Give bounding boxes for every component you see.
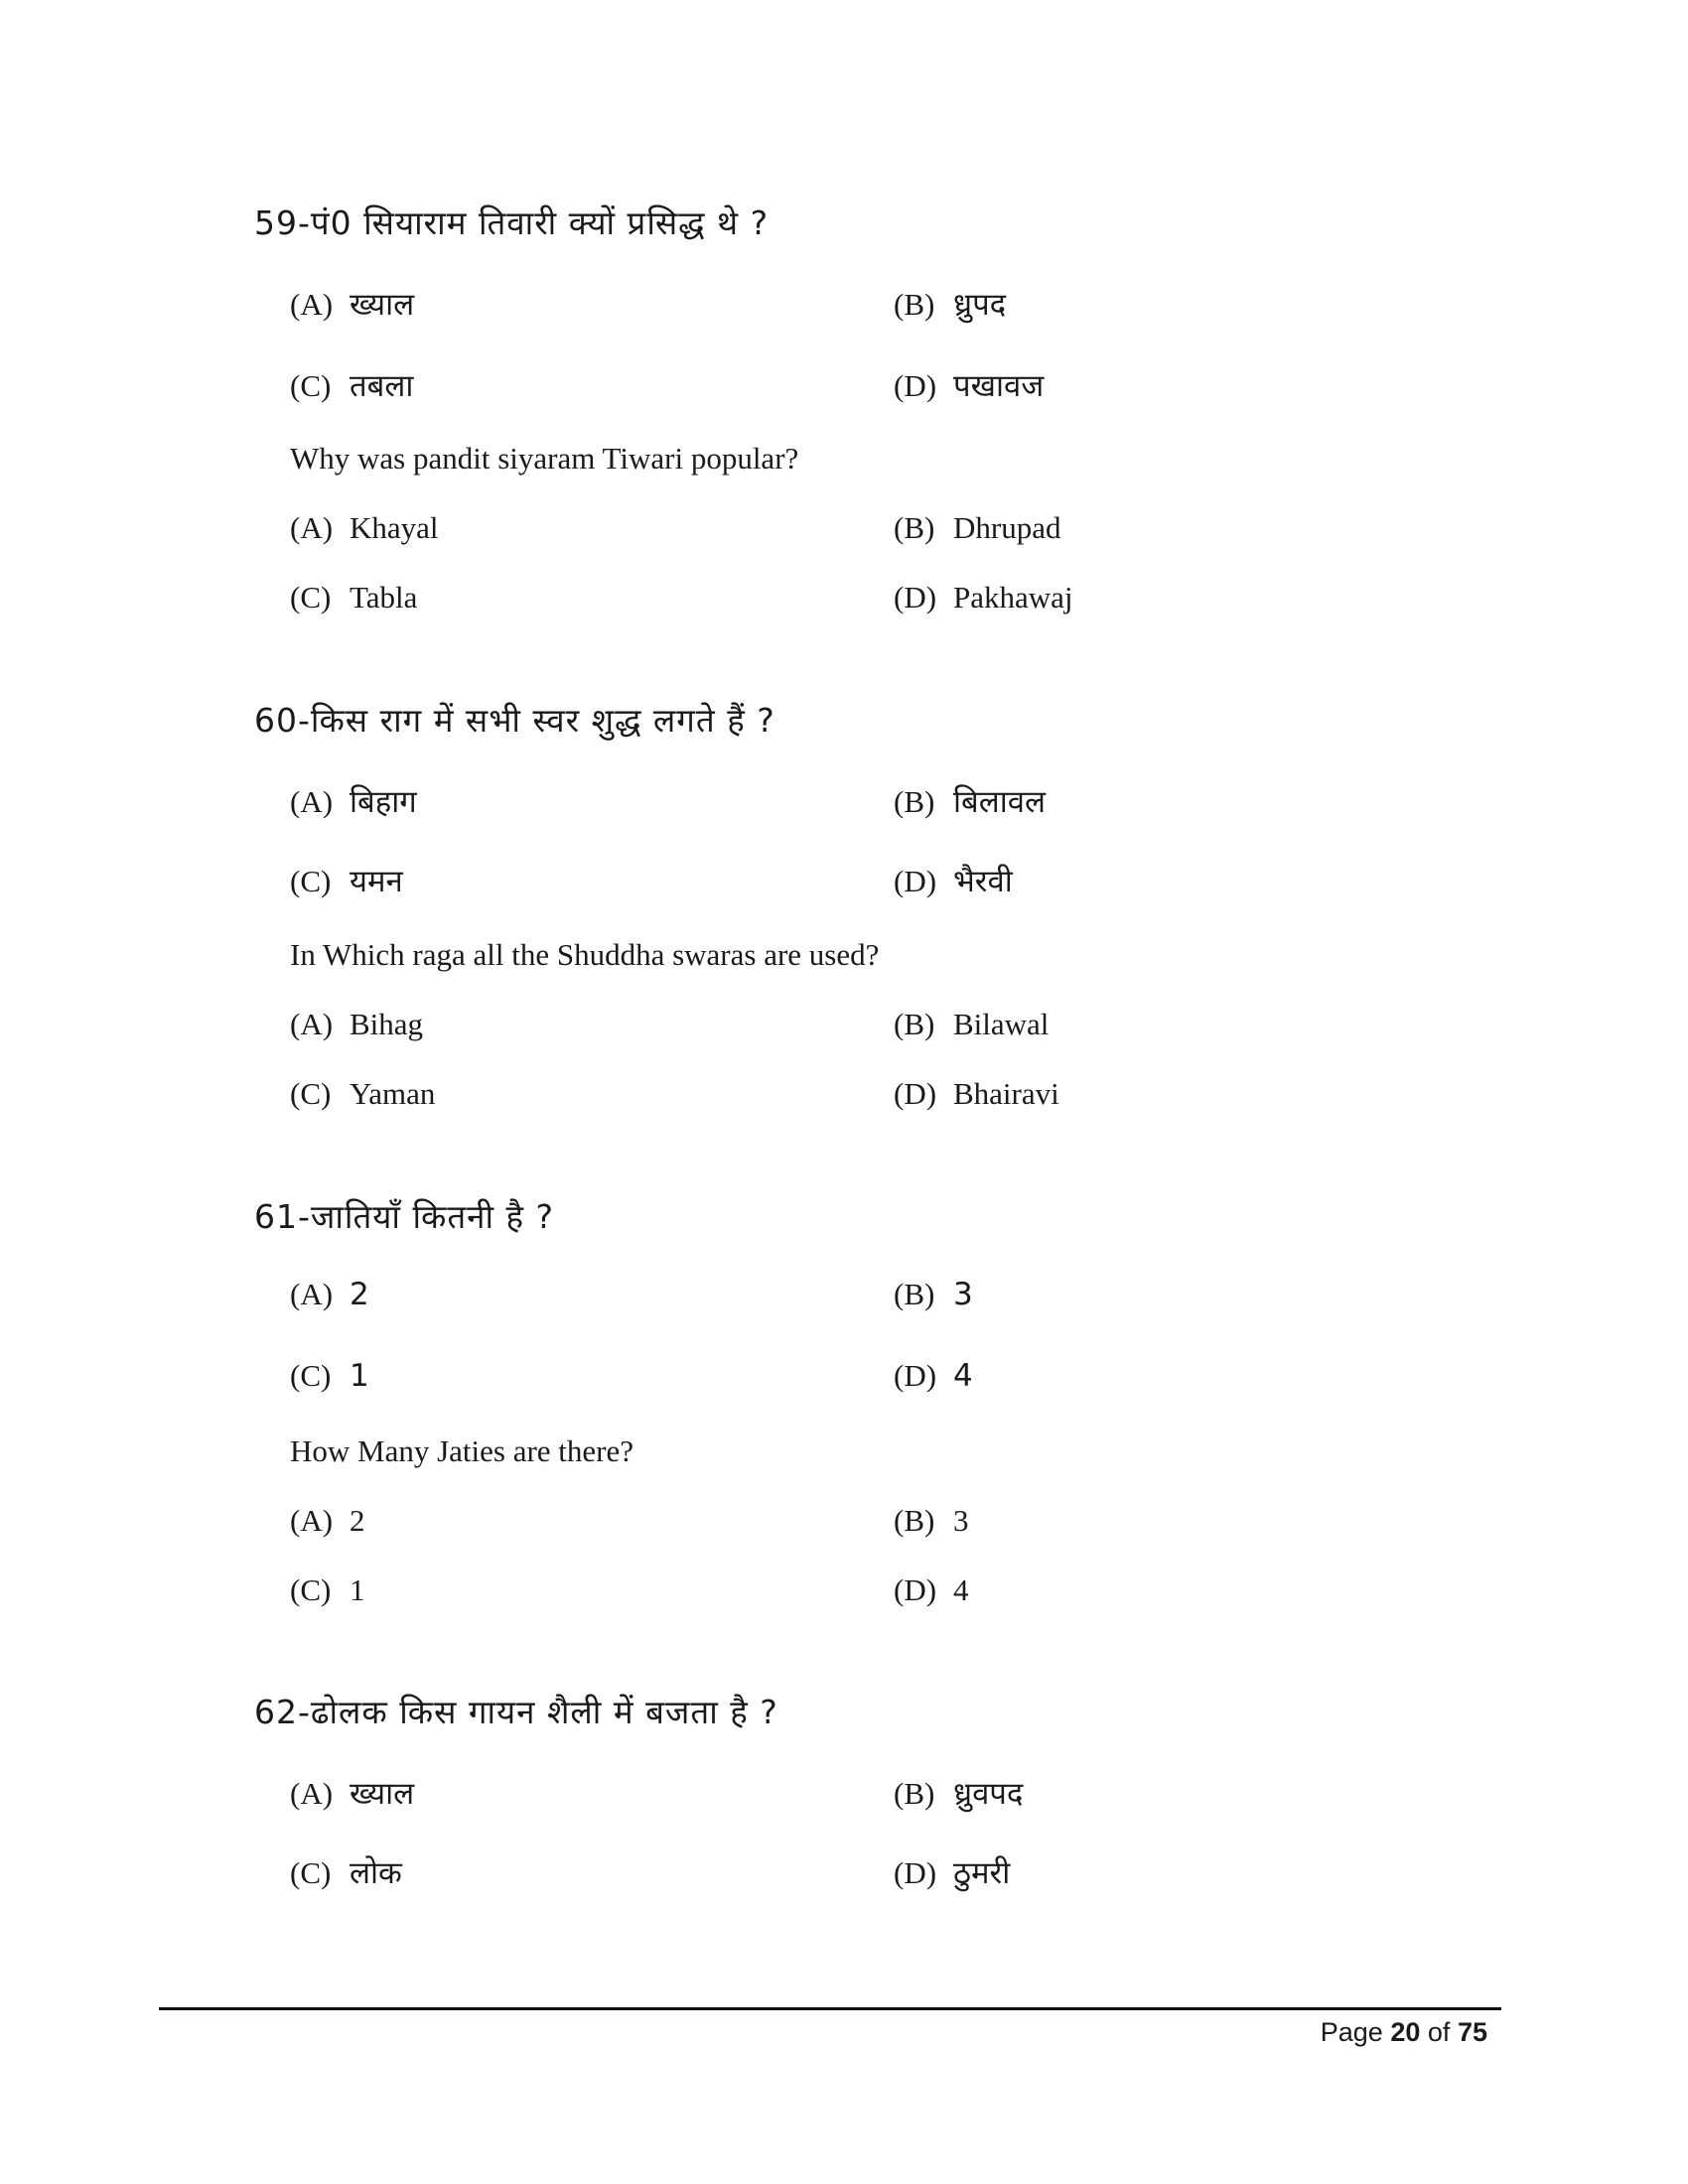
option-text: Bihag [350,1007,424,1041]
question-61-english-option-d [894,1572,969,1608]
question-59-english-option-a [290,510,439,546]
question-62-hindi-option-c [290,1851,402,1893]
option-text: ख्याल [350,1776,415,1812]
option-label: (D) [894,368,937,403]
option-text: 3 [953,1503,969,1538]
question-60-hindi-option-c [290,860,403,901]
option-text: 3 [953,1277,973,1312]
option-label: (A) [290,1503,334,1538]
option-text: बिलावल [953,784,1047,820]
option-text: भैरवी [953,864,1013,899]
option-label: (A) [290,1776,334,1811]
question-60-english-option-d [894,1076,1059,1112]
option-label: (D) [894,1572,937,1607]
option-label: (A) [290,784,334,819]
question-60-english-option-b [894,1007,1049,1042]
question-59-english-option-d [894,580,1073,615]
question-61-english-option-a [290,1503,365,1539]
question-60-hindi-option-b [894,780,1046,822]
option-text: 1 [350,1358,369,1394]
question-61-hindi-option-d [894,1358,973,1394]
question-59-hindi-option-a [290,283,414,325]
option-text: Yaman [350,1076,436,1111]
option-text: 1 [350,1572,365,1607]
question-61-hindi-option-b [894,1277,973,1312]
option-text: लोक [350,1855,402,1891]
option-label: (C) [290,1358,332,1393]
question-61-english-option-c [290,1572,365,1608]
option-text: 4 [953,1572,969,1607]
option-label: (A) [290,1007,334,1041]
question-62-hindi-option-b [894,1772,1023,1814]
option-label: (B) [894,510,935,545]
page-footer [1321,2017,1487,2048]
question-61-english-stem: How Many Jaties are there? [290,1433,634,1468]
option-label: (B) [894,1503,935,1538]
option-label: (B) [894,1277,935,1311]
option-text: Dhrupad [953,510,1061,545]
option-label: (A) [290,1277,334,1311]
question-60-english-option-a [290,1007,423,1042]
question-59-hindi-stem: 59-पं0 सियाराम तिवारी क्यों प्रसिद्ध थे ? [254,204,770,242]
question-60-english-option-c [290,1076,435,1112]
option-text: बिहाग [350,784,417,820]
page-word: Page [1320,2017,1383,2047]
footer-divider [159,2007,1501,2010]
total-pages-number: 75 [1457,2017,1487,2047]
question-62-hindi-stem: 62-ढोलक किस गायन शैली में बजता है ? [254,1693,778,1731]
option-text: Bhairavi [953,1076,1059,1111]
question-61-hindi-stem: 61-जातियाँ कितनी है ? [254,1197,555,1236]
question-60-hindi-option-a [290,780,417,822]
option-text: तबला [350,368,414,404]
question-61-english-option-b [894,1503,969,1539]
option-label: (D) [894,1076,937,1111]
option-label: (C) [290,1076,332,1111]
option-label: (C) [290,864,332,898]
current-page-number: 20 [1390,2017,1421,2047]
question-62-hindi-option-a [290,1772,414,1814]
option-label: (B) [894,1776,935,1811]
of-word: of [1427,2017,1451,2047]
option-label: (A) [290,510,334,545]
option-label: (D) [894,1855,937,1890]
option-label: (A) [290,287,334,322]
option-text: पखावज [953,368,1045,404]
option-text: Pakhawaj [953,580,1073,614]
question-59-hindi-option-d [894,364,1044,406]
question-61-hindi-option-c [290,1358,369,1394]
question-59-hindi-option-b [894,283,1006,325]
option-label: (C) [290,1855,332,1890]
question-59-english-stem: Why was pandit siyaram Tiwari popular? [290,441,799,476]
option-text: Bilawal [953,1007,1050,1041]
option-label: (C) [290,580,332,614]
option-text: ठुमरी [953,1855,1011,1891]
question-60-hindi-option-d [894,860,1013,901]
option-text: ध्रुवपद [953,1776,1024,1812]
option-label: (D) [894,1358,937,1393]
option-text: 4 [953,1358,973,1394]
question-59-english-option-b [894,510,1060,546]
option-text: Khayal [350,510,439,545]
option-text: यमन [350,864,403,899]
option-text: ध्रुपद [953,287,1007,323]
question-59-english-option-c [290,580,417,615]
option-text: ख्याल [350,287,415,323]
option-label: (B) [894,287,935,322]
option-label: (D) [894,864,937,898]
option-label: (C) [290,368,332,403]
question-62-hindi-option-d [894,1851,1010,1893]
question-59-hindi-option-c [290,364,413,406]
option-label: (C) [290,1572,332,1607]
question-60-hindi-stem: 60-किस राग में सभी स्वर शुद्ध लगते हैं ? [254,701,775,740]
option-text: Tabla [350,580,418,614]
option-label: (B) [894,1007,935,1041]
option-text: 2 [350,1503,365,1538]
question-60-english-stem: In Which raga all the Shuddha swaras are used? [290,937,880,972]
question-61-hindi-option-a [290,1277,369,1312]
option-label: (D) [894,580,937,614]
option-label: (B) [894,784,935,819]
option-text: 2 [350,1277,369,1312]
